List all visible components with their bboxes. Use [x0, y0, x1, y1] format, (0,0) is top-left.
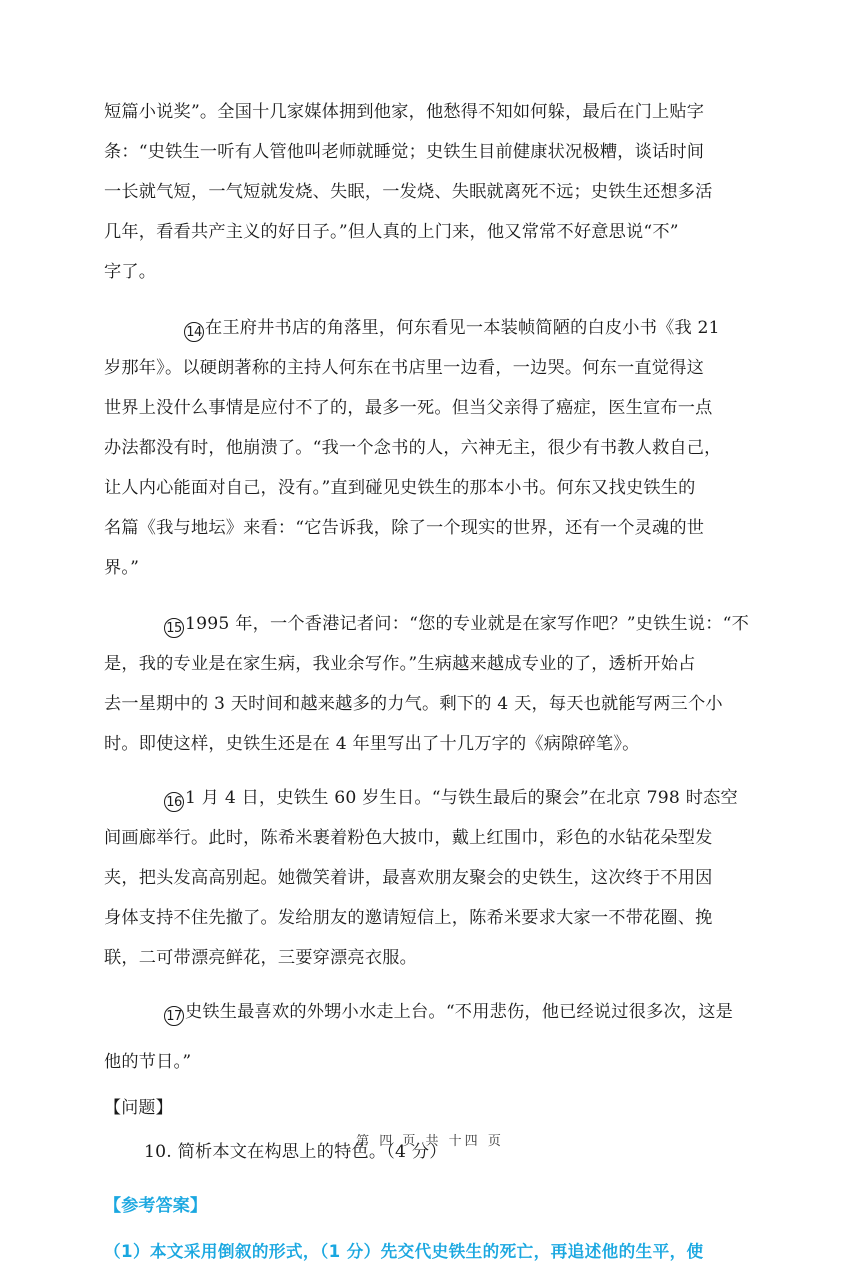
paragraph-line: 界。”	[104, 558, 140, 578]
paragraph-line: 条：“史铁生一听有人管他叫老师就睡觉；史铁生目前健康状况极糟，谈话时间	[104, 142, 705, 162]
question-heading: 【问题】	[104, 1098, 173, 1118]
answer-heading: 【参考答案】	[104, 1196, 208, 1216]
paragraph-number-badge: 16	[164, 792, 184, 812]
paragraph-line: 间画廊举行。此时，陈希米裹着粉色大披巾，戴上红围巾，彩色的水钻花朵型发	[104, 828, 713, 848]
paragraph-line: 身体支持不住先撤了。发给朋友的邀请短信上，陈希米要求大家一不带花圈、挽	[104, 908, 713, 928]
paragraph-line: 世界上没什么事情是应付不了的，最多一死。但当父亲得了癌症，医生宣布一点	[104, 398, 713, 418]
paragraph-number-badge: 15	[164, 618, 184, 638]
paragraph-line: 几年，看看共产主义的好日子。”但人真的上门来，他又常常不好意思说“不”	[104, 222, 679, 242]
paragraph-line: 去一星期中的 3 天时间和越来越多的力气。剩下的 4 天，每天也就能写两三个小	[104, 694, 723, 714]
paragraph-line: 他的节日。”	[104, 1052, 192, 1072]
question-text: 10. 简析本文在构思上的特色。（4 分）	[144, 1142, 447, 1162]
paragraph-line: 办法都没有时，他崩溃了。“我一个念书的人，六神无主，很少有书教人救自己，	[104, 438, 722, 458]
paragraph-line: 夹，把头发高高别起。她微笑着讲，最喜欢朋友聚会的史铁生，这次终于不用因	[104, 868, 713, 888]
paragraph-number-badge: 17	[164, 1006, 184, 1026]
paragraph-line	[184, 318, 720, 342]
paragraph-text: 1995 年，一个香港记者问：“您的专业就是在家写作吧？”史铁生说：“不	[185, 614, 750, 634]
paragraph-line	[164, 788, 738, 812]
paragraph-line: 一长就气短，一气短就发烧、失眠，一发烧、失眠就离死不远；史铁生还想多活	[104, 182, 713, 202]
paragraph-number-badge: 14	[184, 322, 204, 342]
paragraph-text: 史铁生最喜欢的外甥小水走上台。“不用悲伤，他已经说过很多次，这是	[185, 1002, 734, 1022]
paragraph-line: 短篇小说奖”。全国十几家媒体拥到他家，他愁得不知如何躲，最后在门上贴字	[104, 102, 705, 122]
page-footer: 第 四 页 共 十四 页	[356, 1134, 504, 1149]
paragraph-text: 1 月 4 日，史铁生 60 岁生日。“与铁生最后的聚会”在北京 798 时态空	[185, 788, 738, 808]
paragraph-line	[164, 614, 749, 638]
paragraph-line: 让人内心能面对自己，没有。”直到碰见史铁生的那本小书。何东又找史铁生的	[104, 478, 696, 498]
paragraph-line: 联，二可带漂亮鲜花，三要穿漂亮衣服。	[104, 948, 417, 968]
paragraph-line: 时。即使这样，史铁生还是在 4 年里写出了十几万字的《病隙碎笔》。	[104, 734, 640, 754]
paragraph-line: 名篇《我与地坛》来看：“它告诉我，除了一个现实的世界，还有一个灵魂的世	[104, 518, 705, 538]
paragraph-line: 岁那年》。以硬朗著称的主持人何东在书店里一边看，一边哭。何东一直觉得这	[104, 358, 704, 378]
paragraph-text: 在王府井书店的角落里，何东看见一本装帧简陋的白皮小书《我 21	[205, 318, 720, 338]
paragraph-line: 字了。	[104, 262, 157, 282]
paragraph-line: 是，我的专业是在家生病，我业余写作。”生病越来越成专业的了，透析开始占	[104, 654, 696, 674]
paragraph-line	[164, 1002, 733, 1026]
answer-text: （1）本文采用倒叙的形式，（1 分）先交代史铁生的死亡，再追述他的生平，使	[104, 1242, 704, 1261]
